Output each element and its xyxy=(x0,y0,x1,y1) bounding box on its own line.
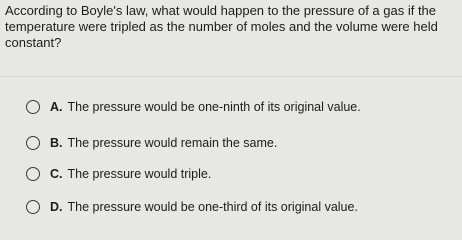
radio-button-c[interactable] xyxy=(26,167,40,181)
answer-option-c[interactable] xyxy=(26,165,211,183)
divider xyxy=(0,76,462,77)
option-text-d: The pressure would be one-third of its original value. xyxy=(67,200,358,214)
answer-option-b[interactable] xyxy=(26,134,277,152)
option-text-a: The pressure would be one-ninth of its original value. xyxy=(67,100,361,114)
question-text: According to Boyle's law, what would happen to the pressure of a gas if the temperature were tripled as the number of moles and the volume were held constant? xyxy=(5,3,438,50)
radio-button-d[interactable] xyxy=(26,200,40,214)
option-letter-b: B. xyxy=(50,136,63,150)
option-letter-d: D. xyxy=(50,200,63,214)
option-text-c: The pressure would triple. xyxy=(67,167,212,181)
option-text-b: The pressure would remain the same. xyxy=(67,136,278,150)
radio-button-a[interactable] xyxy=(26,100,40,114)
radio-button-b[interactable] xyxy=(26,136,40,150)
answer-option-d[interactable] xyxy=(26,198,358,216)
option-letter-c: C. xyxy=(50,167,63,181)
option-letter-a: A. xyxy=(50,100,63,114)
answer-option-a[interactable] xyxy=(26,98,361,116)
